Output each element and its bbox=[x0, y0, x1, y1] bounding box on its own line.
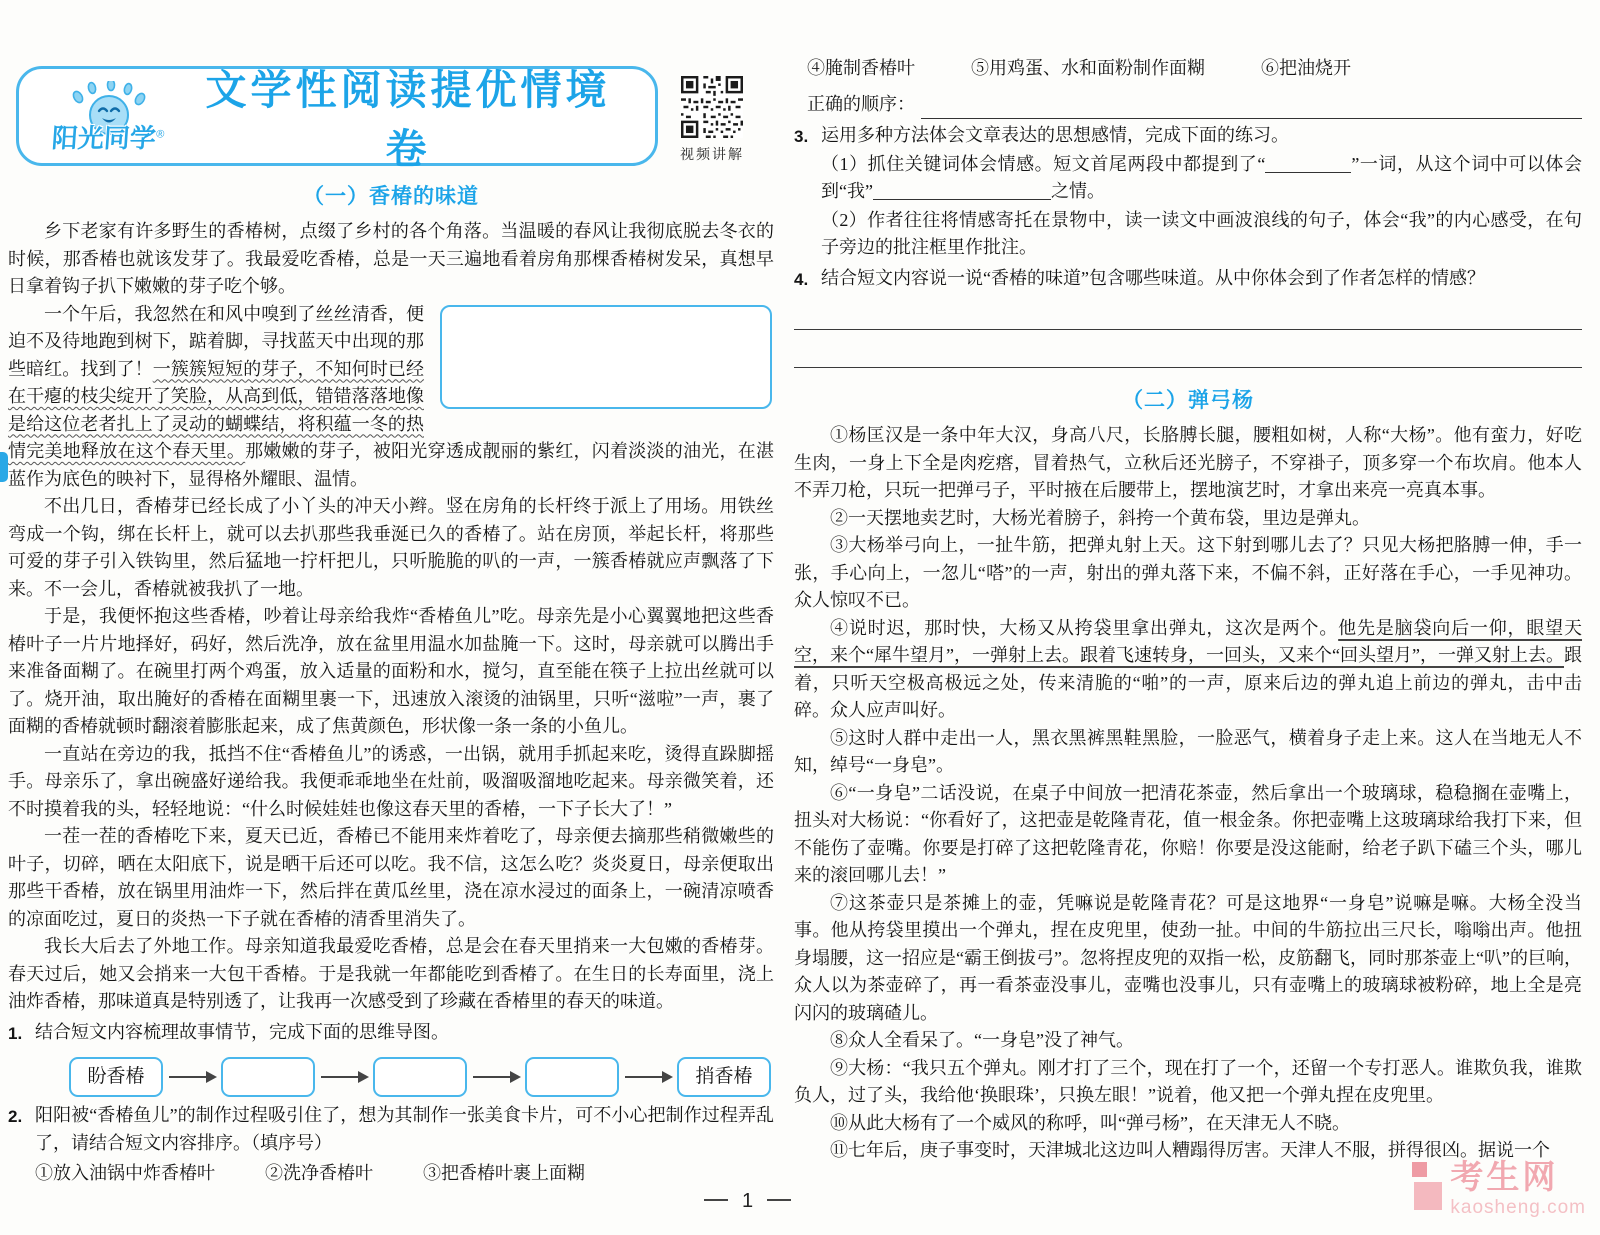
question-text: 结合短文内容梳理故事情节，完成下面的思维导图。 bbox=[35, 1021, 449, 1042]
paragraph: ②一天摆地卖艺时，大杨光着膀子，斜挎一个黄布袋，里边是弹丸。 bbox=[830, 507, 1370, 528]
question-3 bbox=[794, 122, 1582, 262]
paragraph: 一直站在旁边的我，抵挡不住“香椿鱼儿”的诱惑，一出锅，就用手抓起来吃，烫得直跺脚摇手。母亲乐了，拿出碗盛好递给我。我便乖乖地坐在灶前，吸溜吸溜地吃起来。母亲微笑着，还不时摸着我的头，轻轻地说：“什么时候娃娃也像这春天里的香椿，一下子长大了！” bbox=[8, 743, 774, 819]
watermark-site-domain: kaosheng.com bbox=[1450, 1197, 1586, 1218]
answer-order-row bbox=[794, 83, 1582, 119]
paragraph: 不出几日，香椿芽已经长成了小丫头的冲天小辫。竖在房角的长杆终于派上了用场。用铁丝弯成一个钩，绑在长杆上，就可以去扒那些我垂涎已久的香椿了。站在房顶，举起长杆，将那些可爱的芽子引入铁钩里，然后猛地一拧杆把儿，只听脆脆的叭的一声，一簇香椿就应声飘落了下来。不一会儿，香椿就被我扒了一地。 bbox=[8, 496, 774, 599]
question-number: 3. bbox=[794, 127, 809, 146]
answer-order-label: 正确的顺序： bbox=[807, 94, 915, 114]
page-number bbox=[690, 1190, 800, 1213]
brand-logo bbox=[29, 81, 187, 151]
underlined-text: 他先是脑袋向后一仰，眼望天空，来个“犀牛望月”，一弹射上去。跟着飞速转身，一回头，又来个“回头望月”，一弹又射上去。 bbox=[794, 617, 1583, 665]
paragraph: ⑤这时人群中走出一人，黑衣黑裤黑鞋黑脸，一脸恶气，横着身子走上来。这人在当地无人不知，绰号“一身皂”。 bbox=[794, 727, 1582, 775]
paper-title: 文学性阅读提优情境卷 bbox=[205, 67, 611, 172]
flow-box-blank bbox=[525, 1057, 619, 1097]
flow-arrow-icon bbox=[169, 1076, 215, 1078]
paragraph: 一茬一茬的香椿吃下来，夏天已近，香椿已不能用来炸着吃了，母亲便去摘那些稍微嫩些的叶子，切碎，晒在太阳底下，说是晒干后还可以吃。我不信，这怎么吃？炎炎夏日，母亲便取出那些干香椿，放在锅里用油炸一下，然后拌在黄瓜丝里，浇在凉水浸过的面条上，一碗清凉喷香的凉面吃过，夏日的炎热一下子就在香椿的清香里消失了。 bbox=[8, 826, 774, 929]
qr-block bbox=[676, 76, 748, 164]
sub-question-text: 之情。 bbox=[1050, 181, 1105, 201]
mind-map-flow bbox=[69, 1057, 774, 1097]
question-3-sub1 bbox=[821, 151, 1582, 206]
flow-arrow-icon bbox=[321, 1076, 367, 1078]
annotation-box bbox=[440, 305, 772, 409]
header-banner bbox=[16, 66, 658, 172]
sort-option: ④腌制香椿叶 bbox=[807, 58, 915, 78]
section1-heading: （一）香椿的味道 bbox=[303, 185, 479, 208]
answer-line bbox=[794, 330, 1582, 368]
sort-option: ①放入油锅中炸香椿叶 bbox=[35, 1163, 215, 1183]
paragraph-text: 那嫩嫩的芽子，被阳光穿透成靓丽的紫红，闪着淡淡的油光，在湛蓝作为底色的映衬下，显得格外耀眼、温情。 bbox=[8, 441, 774, 489]
flow-arrow-icon bbox=[473, 1076, 519, 1078]
paragraph: 于是，我便怀抱这些香椿，吵着让母亲给我炸“香椿鱼儿”吃。母亲先是小心翼翼地把这些香椿叶子一片片地择好，码好，然后洗净，放在盆里用温水加盐腌一下。这时，母亲就可以腾出手来准备面糊了。在碗里打两个鸡蛋，放入适量的面粉和水，搅匀，直至能在筷子上拉出丝就可以了。烧开油，取出腌好的香椿在面糊里裹一下，迅速放入滚烫的油锅里，只听“滋啦”一声，裹了面糊的香椿就顿时翻滚着膨胀起来，成了焦黄颜色，形状像一条一条的小鱼儿。 bbox=[8, 606, 774, 736]
kaosheng-logo-icon bbox=[1412, 1160, 1444, 1210]
sort-option: ③把香椿叶裹上面糊 bbox=[423, 1163, 585, 1183]
paragraph-text: ④说时迟，那时快，大杨又从挎袋里拿出弹丸，这次是两个。 bbox=[830, 617, 1339, 638]
sort-options-row2 bbox=[794, 53, 1582, 83]
left-column bbox=[8, 180, 774, 1188]
sort-option: ②洗净香椿叶 bbox=[265, 1163, 373, 1183]
sub-question-text: ”一词，从这个词中可以体会到“我” bbox=[821, 153, 1582, 201]
page-number-dash bbox=[704, 1199, 728, 1201]
sub-question-text: （1）抓住关键词体会情感。短文首尾两段中都提到了“ bbox=[821, 153, 1266, 174]
sort-option: ⑥把油烧开 bbox=[1261, 58, 1351, 78]
paragraph: ⑪七年后，庚子事变时，天津城北这边叫人糟蹋得厉害。天津人不服，拼得很凶。据说一个 bbox=[830, 1140, 1550, 1160]
question-1 bbox=[8, 1019, 774, 1098]
paragraph: ⑧众人全看呆了。“一身皂”没了神气。 bbox=[830, 1030, 1134, 1050]
paragraph: ⑦这茶壶只是茶摊上的壶，凭嘛说是乾隆青花？可是这地界“一身皂”说嘛是嘛。大杨全没当事。他从挎袋里摸出一个弹丸，捏在皮兜里，使劲一扯。中间的牛筋拉出三尺长，嗡嗡出声。他扭身塌腰，这一招应是“霸王倒拔弓”。忽将捏皮兜的双指一松，皮筋翻飞，同时那茶壶上“叭”的巨响，众人以为茶壶碎了，再一看茶壶没事儿，壶嘴也没事儿，只有壶嘴上的玻璃球被粉碎，地上全是亮闪闪的玻璃碴儿。 bbox=[794, 892, 1582, 1023]
paragraph: ⑩从此大杨有了一个威风的称呼，叫“弹弓杨”，在天津无人不晓。 bbox=[830, 1112, 1350, 1133]
section2-heading: （二）弹弓杨 bbox=[1122, 389, 1254, 412]
brand-text: 阳光同学 bbox=[50, 123, 158, 153]
paragraph-text: 跟着，只听天空极高极远之处，传来清脆的“啪”的一声，原来后边的弹丸追上前边的弹丸，击中击碎。众人应声叫好。 bbox=[794, 645, 1582, 720]
question-number: 2. bbox=[8, 1107, 23, 1126]
page-number-value: 1 bbox=[742, 1190, 754, 1212]
question-text: 结合短文内容说一说“香椿的味道”包含哪些味道。从中你体会到了作者怎样的情感？ bbox=[821, 267, 1485, 288]
paragraph: 我长大后去了外地工作。母亲知道我最爱吃香椿，总是会在春天里捎来一大包嫩的香椿芽。春天过后，她又会捎来一大包干香椿。于是我就一年都能吃到香椿了。在生日的长寿面里，浇上油炸香椿，那味道真是特别透了，让我再一次感受到了珍藏在香椿里的春天的味道。 bbox=[8, 936, 774, 1011]
registered-mark: ® bbox=[155, 128, 165, 141]
page-edge-tab-icon bbox=[0, 452, 8, 482]
watermark-site-name: 考生网 bbox=[1450, 1158, 1559, 1195]
sort-options-row1 bbox=[35, 1160, 774, 1188]
question-text: 运用多种方法体会文章表达的思想感情，完成下面的练习。 bbox=[821, 125, 1289, 145]
flow-arrow-icon bbox=[625, 1076, 671, 1078]
fill-in-blank bbox=[1265, 152, 1351, 173]
answer-line bbox=[794, 292, 1582, 330]
question-3-sub2: （2）作者往往将情感寄托在景物中，读一读文中画波浪线的句子，体会“我”的内心感受，在句子旁边的批注框里作批注。 bbox=[821, 209, 1582, 257]
paragraph: ①杨匡汉是一条中年大汉，身高八尺，长胳膊长腿，腰粗如树，人称“大杨”。他有蛮力，好吃生肉，一身上下全是肉疙瘩，冒着热气，立秋后还光膀子，不穿褂子，顶多穿一个布坎肩。他本人不弄刀枪，只玩一把弹弓子，平时掖在后腰带上，摆地演艺时，才拿出来亮一亮真本事。 bbox=[794, 425, 1582, 500]
question-number: 4. bbox=[794, 269, 809, 289]
site-watermark bbox=[1412, 1160, 1586, 1219]
paragraph-text: 一个午后，我忽然在和风中嗅到了丝丝清香，便迫不及待地跑到树下，踮着脚，寻找蓝天中出现的那些暗红。找到了！ bbox=[8, 303, 424, 379]
paragraph-with-annotation bbox=[8, 301, 774, 494]
flow-box-blank bbox=[221, 1057, 315, 1097]
flow-box-blank bbox=[373, 1057, 467, 1097]
qr-code-icon bbox=[681, 76, 743, 138]
flow-box-filled: 捎香椿 bbox=[677, 1057, 771, 1097]
question-2 bbox=[8, 1102, 774, 1188]
paragraph-with-underline bbox=[794, 615, 1582, 725]
watermark-text bbox=[1450, 1160, 1586, 1219]
paragraph: 乡下老家有许多野生的香椿树，点缀了乡村的各个角落。当温暖的春风让我彻底脱去冬衣的时候，那香椿也就该发芽了。我最爱吃香椿，总是一天三遍地看着房角那棵香椿树发呆，真想早日拿着钩子扒下嫩嫩的芽子吃个够。 bbox=[8, 221, 774, 296]
answer-blank-line bbox=[921, 92, 1582, 119]
brand-name bbox=[28, 125, 188, 151]
fill-in-blank bbox=[873, 179, 1051, 200]
wavy-underlined-text: 一簇簇短短的芽子，不知何时已经在干瘪的枝尖绽开了笑脸，从高到低，错错落落地像是给这位老者扎上了灵动的蝴蝶结，将积蕴一冬的热情完美地释放在这个春天里。 bbox=[8, 358, 425, 461]
paragraph: ⑨大杨：“我只五个弹丸。刚才打了三个，现在打了一个，还留一个专打恶人。谁欺负我，谁欺负人，过了头，我给他‘换眼珠’，只换左眼！”说着，他又把一个弹丸捏在皮兜里。 bbox=[794, 1057, 1582, 1105]
question-number: 1. bbox=[8, 1023, 23, 1043]
page-number-dash bbox=[767, 1199, 791, 1201]
question-text: 阳阳被“香椿鱼儿”的制作过程吸引住了，想为其制作一张美食卡片，可不小心把制作过程弄乱了，请结合短文内容排序。（填序号） bbox=[35, 1105, 774, 1153]
paragraph: ⑥“一身皂”二话没说，在桌子中间放一把清花茶壶，然后拿出一个玻璃球，稳稳搁在壶嘴上，扭头对大杨说：“你看好了，这把壶是乾隆青花，值一根金条。你把壶嘴上这玻璃球给我打下来，但不能伤了壶嘴。你要是打碎了这把乾隆青花，你赔！你要是没这能耐，给老子趴下磕三个头，哪儿来的滚回哪儿去！” bbox=[794, 782, 1582, 885]
paragraph: ③大杨举弓向上，一扯牛筋，把弹丸射上天。这下射到哪儿去了？只见大杨把胳膊一伸，手一张，手心向上，一忽儿“嗒”的一声，射出的弹丸落下来，不偏不斜，正好落在手心，一手见神功。众人惊叹不已。 bbox=[794, 535, 1582, 610]
qr-label: 视频讲解 bbox=[680, 146, 744, 162]
right-column bbox=[794, 50, 1582, 1165]
question-4 bbox=[794, 265, 1582, 293]
sort-option: ⑤用鸡蛋、水和面粉制作面糊 bbox=[971, 58, 1205, 78]
flow-box-filled: 盼香椿 bbox=[69, 1057, 163, 1097]
